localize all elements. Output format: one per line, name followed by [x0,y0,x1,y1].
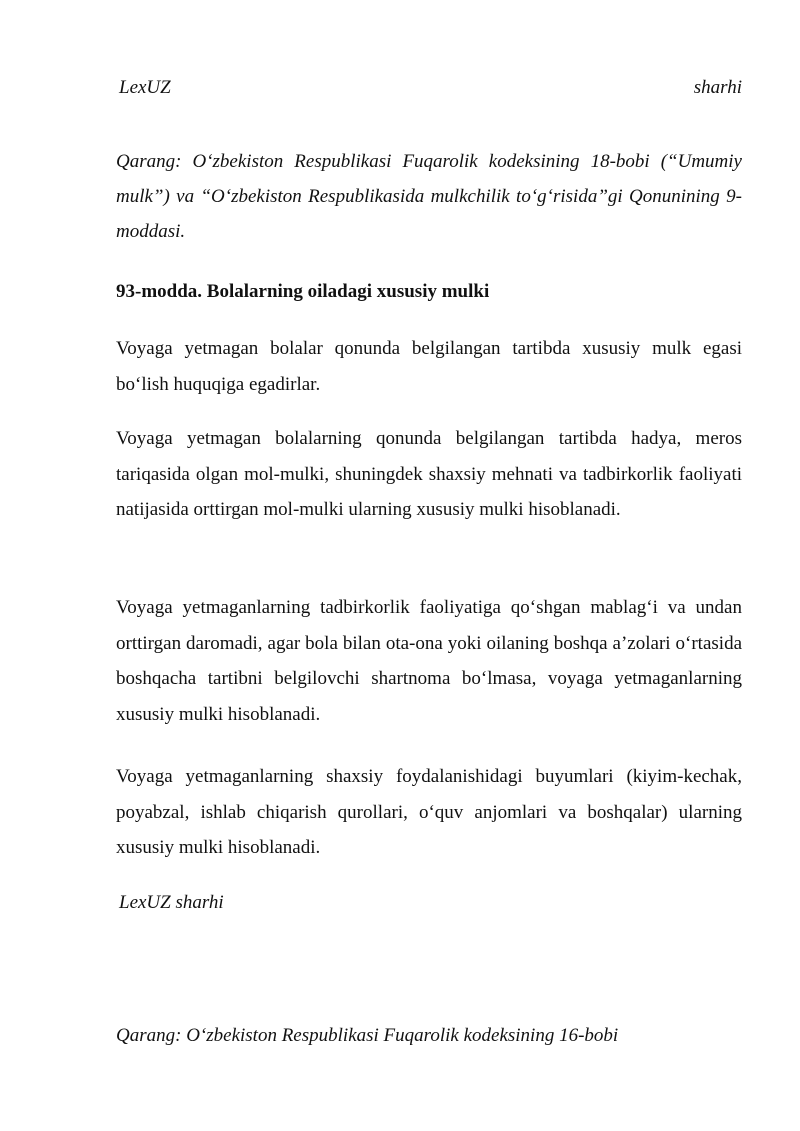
article-paragraph-1: Voyaga yetmagan bolalar qonunda belgilangan tartibda xususiy mulk egasi bo‘lish huquqiga egadirlar. [116,338,742,395]
commentary-label: sharhi [693,77,742,98]
article-title: 93-modda. Bolalarning oiladagi xususiy mulki [116,281,490,302]
commentary-source: LexUZ [119,77,171,98]
article-paragraph-4: Voyaga yetmaganlarning shaxsiy foydalanishidagi buyumlari (kiyim-kechak, poyabzal, ishlab chiqarish qurollari, o‘quv anjomlari va boshqalar) ularning xususiy mulki hisoblanadi. [116,766,742,858]
reference-note: Qarang: O‘zbekiston Respublikasi Fuqarolik kodeksining 18-bobi (“Umumiy mulk”) va “O‘zbekiston Respublikasida mulkchilik to‘g‘risida”gi Qonunining 9-moddasi. [116,151,742,242]
commentary-footer: LexUZ sharhi [119,892,224,913]
article-paragraph-3: Voyaga yetmaganlarning tadbirkorlik faoliyatiga qo‘shgan mablag‘i va undan orttirgan daromadi, agar bola bilan ota-ona yoki oilaning boshqa a’zolari o‘rtasida boshqacha tartibni belgilovchi shartnoma bo‘lmasa, voyaga yetmaganlarning xususiy mulki hisoblanadi. [116,597,742,725]
document-page [116,0,742,1131]
article-paragraph-2: Voyaga yetmagan bolalarning qonunda belgilangan tartibda hadya, meros tariqasida olgan mol-mulki, shuningdek shaxsiy mehnati va tadbirkorlik faoliyati natijasida orttirgan mol-mulki ularning xususiy mulki hisoblanadi. [116,428,742,520]
commentary-header [116,71,742,105]
reference-note-2: Qarang: O‘zbekiston Respublikasi Fuqarolik kodeksining 16-bobi [116,1025,619,1046]
